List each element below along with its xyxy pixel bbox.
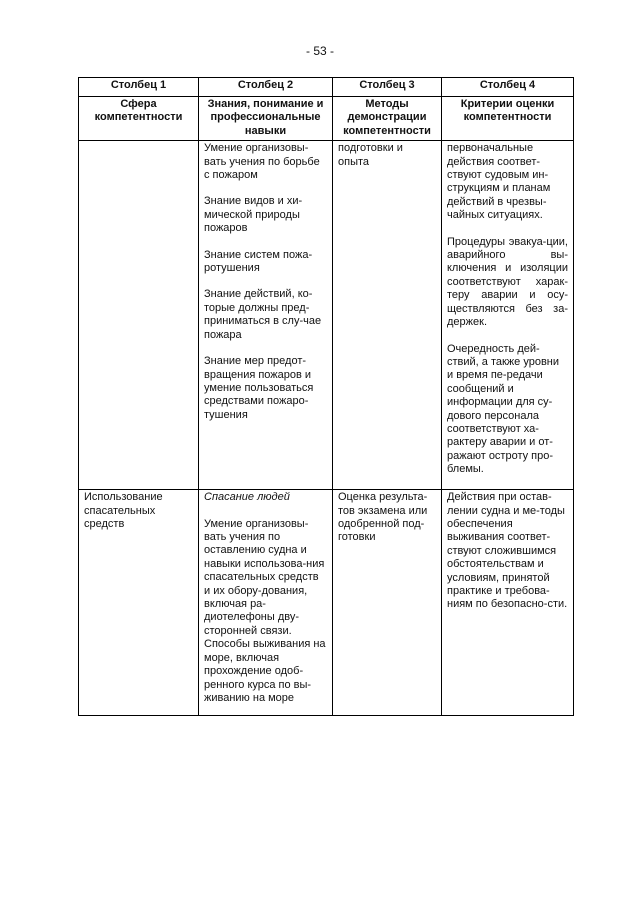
- row1-col2-cell: [199, 141, 333, 490]
- column-title-3: Методы демонстрации компетентности: [333, 97, 442, 141]
- table-cell-paragraph: Действия при остав-лении судна и ме-тоды обеспечения выживания соответ-ствуют сложившимся обстоятельствам и условиям, принятой практике и требова-ниям по безопасно-сти.: [447, 491, 568, 611]
- table-cell-paragraph: Знание систем пожа-ротушения: [204, 248, 313, 275]
- column-number-4: Столбец 4: [442, 78, 574, 97]
- row2-col2-cell: [199, 490, 333, 716]
- row2-col3-cell: [333, 490, 442, 716]
- table-cell-paragraph: Знание мер предот-вращения пожаров и умение пользоваться средствами пожаро-тушения: [204, 355, 314, 421]
- row2-col1-cell: [79, 490, 199, 716]
- table-cell-paragraph: подготовки и опыта: [338, 142, 403, 168]
- table-cell-paragraph: Процедуры эвакуа-ции, аварийного вы-ключения и изоляции соответствуют харак-теру аварии и осу-ществляются без за-держек.: [447, 235, 568, 329]
- column-number-3: Столбец 3: [333, 78, 442, 97]
- table-cell-paragraph: Умение организовы-вать учения по борьбе с пожаром: [204, 142, 320, 182]
- column-number-2: Столбец 2: [199, 78, 333, 97]
- column-number-row: [79, 78, 574, 97]
- table-row: [79, 141, 574, 490]
- table-row: [79, 490, 574, 716]
- row1-col1-cell: [79, 141, 199, 490]
- column-title-4: Критерии оценки компетентности: [442, 97, 574, 141]
- row1-col3-cell: [333, 141, 442, 490]
- table-cell-paragraph: Умение организовы-вать учения по оставлению судна и навыки использова-ния спасательных средств и их обору-дования, включая ра-диотелефоны дву-сторонней связи. Способы выживания на море, включая прохождение одоб-ренного курса по вы-живанию на море: [204, 517, 326, 704]
- page-number: - 53 -: [305, 44, 334, 58]
- table-cell-paragraph: Знание действий, ко-торые должны пред-приниматься в слу-чае пожара: [204, 288, 322, 341]
- column-title-row: [79, 97, 574, 141]
- table-cell-paragraph: Использование спасательных средств: [84, 491, 163, 531]
- row1-col4-cell: [442, 141, 574, 490]
- table-cell-heading: Спасание людей: [204, 491, 290, 504]
- column-number-1: Столбец 1: [79, 78, 199, 97]
- table-cell-paragraph: Оценка результа-тов экзамена или одобренной под-готовки: [338, 491, 428, 544]
- column-title-1: Сфера компетентности: [79, 97, 199, 141]
- row2-col4-cell: [442, 490, 574, 716]
- competence-table: [78, 77, 574, 716]
- table-cell-paragraph: Знание видов и хи-мической природы пожаров: [204, 195, 303, 235]
- table-cell-paragraph: Очередность дей-ствий, а также уровни и время пе-редачи сообщений и информации для су-дового персонала соответствуют ха-рактеру аварии и от-ражают остроту про-блемы.: [447, 342, 560, 476]
- column-title-2: Знания, понимание и профессиональные навыки: [199, 97, 333, 141]
- table-cell-paragraph: первоначальные действия соответ-ствуют судовым ин-струкциям и планам действий в чрезвы-чайных ситуациях.: [447, 142, 551, 222]
